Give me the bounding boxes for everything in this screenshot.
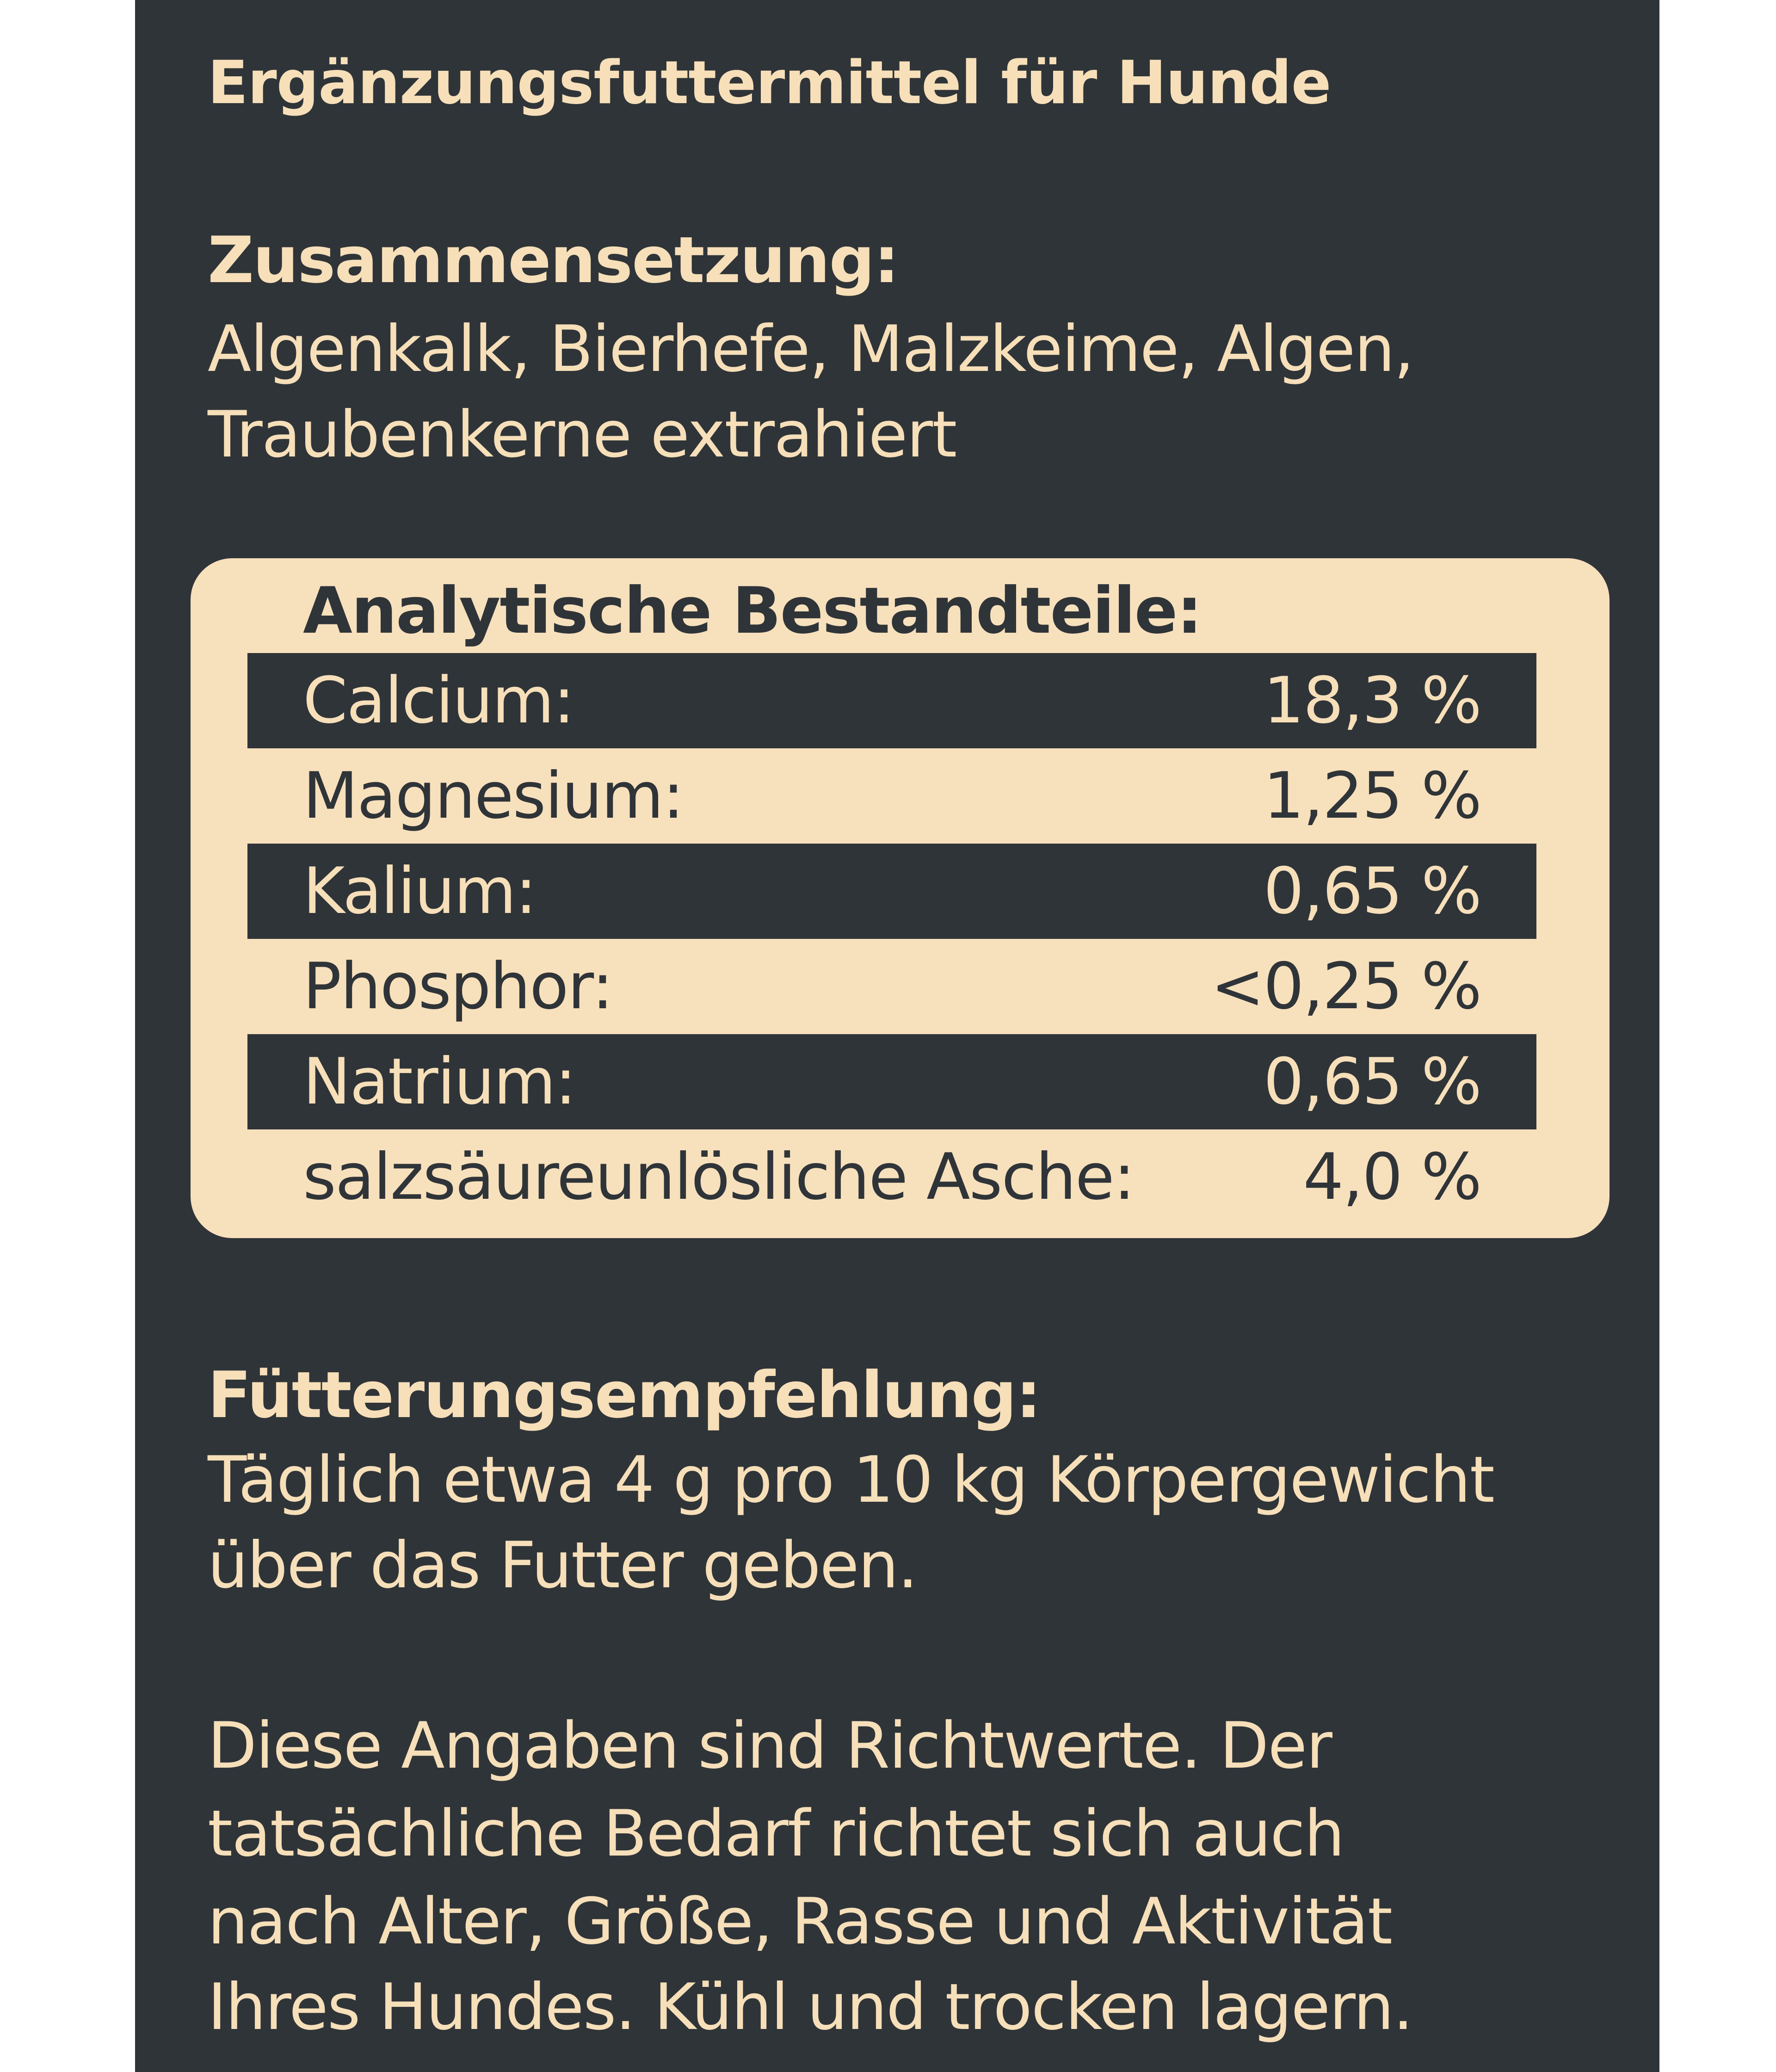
nutrient-label: Natrium: — [303, 1044, 576, 1119]
nutrient-label: Phosphor: — [303, 949, 613, 1024]
analysis-row-magnesium — [247, 748, 1536, 844]
analysis-row-asche — [247, 1129, 1536, 1225]
analysis-row-phosphor — [247, 939, 1536, 1034]
nutrient-value: 0,65 % — [1263, 854, 1481, 928]
note-text-line: nach Alter, Größe, Rasse und Aktivität — [208, 1884, 1392, 1959]
feeding-text-line: über das Futter geben. — [208, 1528, 917, 1603]
note-text-line: tatsächliche Bedarf richtet sich auch — [208, 1796, 1344, 1871]
analysis-heading: Analytische Bestandteile: — [303, 574, 1202, 648]
note-text-line: Diese Angaben sind Richtwerte. Der — [208, 1708, 1332, 1783]
composition-heading: Zusammensetzung: — [208, 223, 899, 297]
note-text-line: Ihres Hundes. Kühl und trocken lagern. — [208, 1970, 1412, 2044]
nutrient-value: <0,25 % — [1211, 949, 1481, 1024]
nutrient-value: 4,0 % — [1303, 1140, 1481, 1214]
composition-text-line: Algenkalk, Bierhefe, Malzkeime, Algen, — [208, 312, 1413, 386]
analysis-row-kalium — [247, 844, 1536, 939]
nutrient-label: Magnesium: — [303, 758, 684, 833]
analysis-row-natrium — [247, 1034, 1536, 1129]
nutrient-label: Kalium: — [303, 854, 536, 928]
feeding-text-line: Täglich etwa 4 g pro 10 kg Körpergewicht — [208, 1443, 1494, 1517]
feeding-heading: Fütterungsempfehlung: — [208, 1358, 1041, 1432]
analysis-row-calcium — [247, 653, 1536, 748]
product-title: Ergänzungsfuttermittel für Hunde — [208, 49, 1331, 117]
nutrient-value: 1,25 % — [1263, 758, 1481, 833]
nutrient-value: 18,3 % — [1263, 663, 1481, 738]
composition-text-line: Traubenkerne extrahiert — [208, 397, 956, 472]
nutrient-label: salzsäureunlösliche Asche: — [303, 1140, 1135, 1214]
nutrient-label: Calcium: — [303, 663, 574, 738]
nutrient-value: 0,65 % — [1263, 1044, 1481, 1119]
